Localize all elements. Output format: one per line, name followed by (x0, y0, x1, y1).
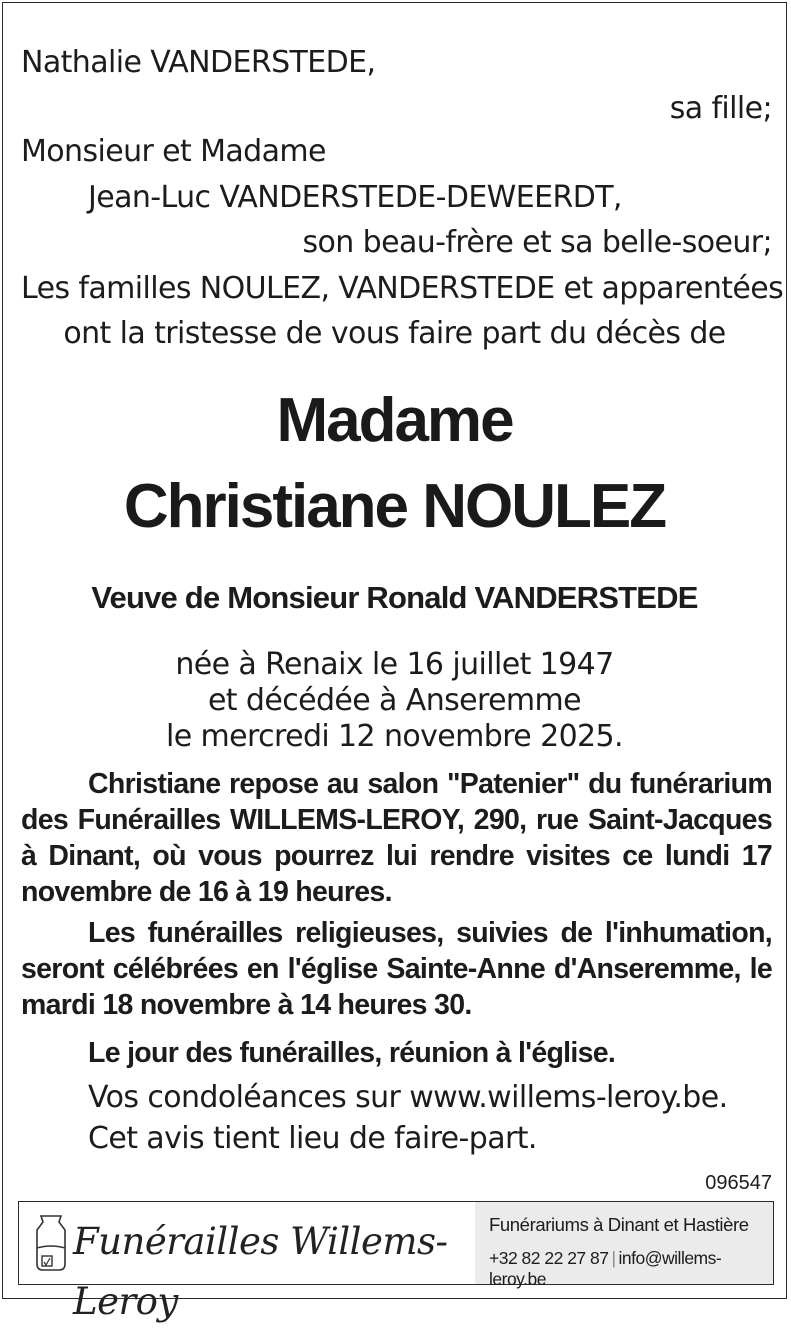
family-relation-in-laws: son beau-frère et sa belle-soeur; (302, 225, 772, 260)
family-line-couple: Monsieur et Madame (21, 134, 326, 169)
family-line-daughter: Nathalie VANDERSTEDE, (21, 45, 376, 80)
funeral-home-contact-line (489, 1248, 773, 1290)
funeral-home-contact (475, 1202, 773, 1289)
deceased-name: Christiane NOULEZ (123, 472, 666, 541)
birth-line: née à Renaix le 16 juillet 1947 (175, 647, 614, 682)
funeral-home-banner (18, 1201, 774, 1323)
funeral-home-email: info@willems-leroy.be (489, 1248, 722, 1289)
family-line-families: Les familles NOULEZ, VANDERSTEDE et apparentées (21, 271, 784, 306)
funeral-home-locations: Funérariums à Dinant et Hastière (489, 1214, 749, 1235)
family-relation-daughter: sa fille; (669, 91, 772, 126)
funeral-home-logo (19, 1202, 475, 1323)
funeral-home-phone: +32 82 22 27 87 (489, 1248, 609, 1268)
urn-icon (31, 1210, 71, 1276)
visitation-paragraph: Christiane repose au salon "Patenier" du funérarium des Funérailles WILLEMS-LEROY, 290, rue Saint-Jacques à Dinant, où vous pourrez lui rendre visites ce lundi 17 novembre de 16 à 19 heures. (21, 768, 772, 908)
widow-of-line: Veuve de Monsieur Ronald VANDERSTEDE (91, 580, 698, 615)
deceased-title: Madame (276, 386, 513, 455)
funeral-paragraph: Les funérailles religieuses, suivies de l'inhumation, seront célébrées en l'église Sainte-Anne d'Anseremme, le mardi 18 novembre à 14 heures 30. (21, 917, 772, 1021)
family-line-couple-name: Jean-Luc VANDERSTEDE-DEWEERDT, (88, 180, 622, 215)
funeral-home-logo-text: Funérailles Willems-Leroy (73, 1220, 448, 1323)
reference-number: 096547 (705, 1172, 772, 1194)
notice-line: Cet avis tient lieu de faire-part. (88, 1121, 537, 1156)
death-date-line: le mercredi 12 novembre 2025. (166, 719, 623, 754)
condolences-line: Vos condoléances sur www.willems-leroy.be. (88, 1080, 728, 1115)
obituary-notice (2, 2, 787, 1323)
contact-separator: | (611, 1248, 616, 1268)
gathering-line: Le jour des funérailles, réunion à l'église. (88, 1037, 616, 1069)
announcement-line: ont la tristesse de vous faire part du décès de (63, 316, 726, 351)
death-place-line: et décédée à Anseremme (207, 683, 582, 718)
